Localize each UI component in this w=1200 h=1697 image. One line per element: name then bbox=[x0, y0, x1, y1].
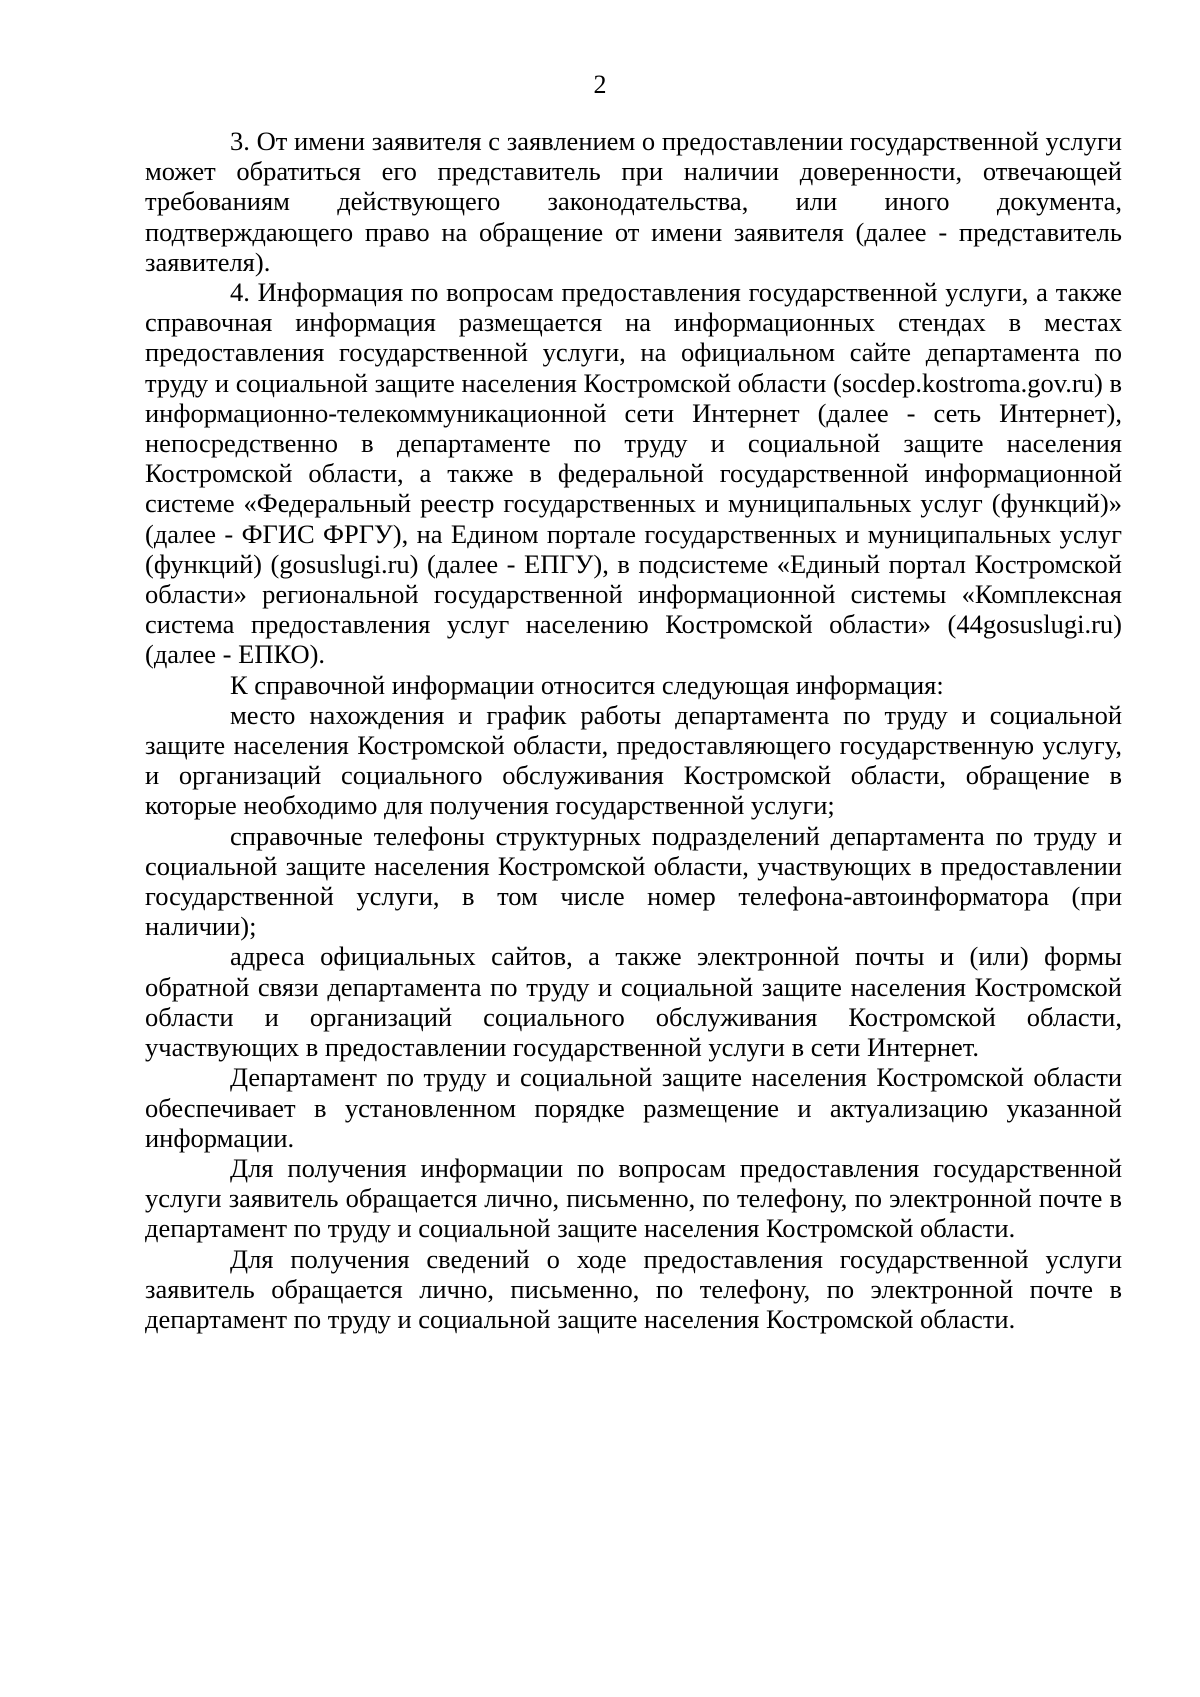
paragraph-phones: справочные телефоны структурных подразделений департамента по труду и социальной защите населения Костромской области, участвующих в предоставлении государственной услуги, в том числе номер телефона-автоинформатора (при наличии); bbox=[145, 820, 1122, 942]
paragraph-how-to-get-info: Для получения информации по вопросам предоставления государственной услуги заявитель обращается лично, письменно, по телефону, по электронной почте в департамент по труду и социальной защите населения Костромской области. bbox=[145, 1152, 1122, 1244]
page-number: 2 bbox=[593, 70, 607, 99]
document-body bbox=[145, 126, 1122, 1334]
paragraph-department-updates: Департамент по труду и социальной защите населения Костромской области обеспечивает в установленном порядке размещение и актуализацию указанной информации. bbox=[145, 1062, 1122, 1153]
paragraph-reference-info-intro: К справочной информации относится следующая информация: bbox=[230, 669, 944, 700]
paragraph-location-schedule: место нахождения и график работы департамента по труду и социальной защите населения Костромской области, предоставляющего государственную услугу, и организаций социального обслуживания Костромской области, обращение в которые необходимо для получения государственной услуги; bbox=[145, 699, 1122, 821]
paragraph-information-placement: 4. Информация по вопросам предоставления государственной услуги, а также справочная информация размещается на информационных стендах в местах предоставления государственной услуги, на официальном сайте департамента по труду и социальной защите населения Костромской области (socdep.kostroma.gov.ru) в информационно-телекоммуникационной сети Интернет (далее - сеть Интернет), непосредственно в департаменте по труду и социальной защите населения Костромской области, а также в федеральной государственной информационной системе «Федеральный реестр государственных и муниципальных услуг (функций)» (далее - ФГИС ФРГУ), на Едином портале государственных и муниципальных услуг (функций) (gosuslugi.ru) (далее - ЕПГУ), в подсистеме «Единый портал Костромской области» региональной государственной информационной системы «Комплексная система предоставления услуг населению Костромской области» (44gosuslugi.ru) (далее - ЕПКО). bbox=[145, 277, 1122, 670]
paragraph-status-info: Для получения сведений о ходе предоставления государственной услуги заявитель обращается лично, письменно, по телефону, по электронной почте в департамент по труду и социальной защите населения Костромской области. bbox=[145, 1243, 1122, 1334]
paragraph-websites-email: адреса официальных сайтов, а также электронной почты и (или) формы обратной связи департамента по труду и социальной защите населения Костромской области и организаций социального обслуживания Костромской области, участвующих в предоставлении государственной услуги в сети Интернет. bbox=[145, 941, 1122, 1063]
paragraph-representative: 3. От имени заявителя с заявлением о предоставлении государственной услуги может обратиться его представитель при наличии доверенности, отвечающей требованиям действующего законодательства, или иного документа, подтверждающего право на обращение от имени заявителя (далее - представитель заявителя). bbox=[145, 126, 1122, 277]
